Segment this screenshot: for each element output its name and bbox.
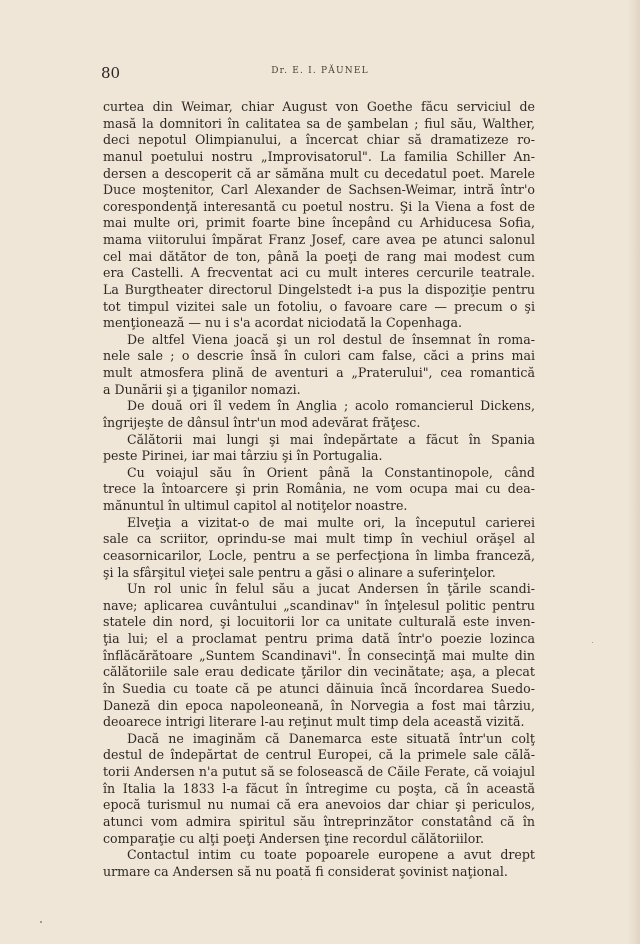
- text-line: Un rol unic în felul său a jucat Andersen în ţările scandi-: [127, 581, 535, 597]
- text-line: La Burgtheater directorul Dingelstedt i-a pus la dispoziţie pentru: [103, 281, 535, 297]
- text-line: curtea din Weimar, chiar August von Goethe făcu serviciul de: [103, 99, 535, 114]
- text-line: Elveţia a vizitat-o de mai multe ori, la începutul carierei: [127, 514, 535, 530]
- text-line: Dacă ne imaginăm că Danemarca este situată într'un colţ: [127, 730, 535, 746]
- text-line: Cu voiajul său în Orient până la Constantinopole, când: [127, 464, 535, 480]
- text-line: urmare ca Andersen să nu poată fi considerat şovinist naţional.: [103, 863, 508, 879]
- text-line: a Dunării şi a ţiganilor nomazi.: [103, 381, 301, 397]
- text-line: mănuntul în ultimul capitol al notiţelor noastre.: [103, 498, 408, 513]
- text-line: De altfel Viena joacă şi un rol destul de însemnat în roma-: [127, 331, 535, 347]
- text-line: călătoriile sale erau dedicate ţărilor din vecinătate; aşa, a plecat: [103, 664, 535, 680]
- paper-speck: [40, 921, 42, 923]
- text-line: nele sale ; o descrie însă în culori cam false, căci a prins mai: [103, 348, 535, 364]
- text-line: dersen a descoperit că ar sămăna mult cu decedatul poet. Marele: [103, 165, 535, 181]
- text-line: şi la sfârşitul vieţei sale pentru a găsi o alinare a suferinţelor.: [103, 564, 496, 580]
- text-line: peste Pirinei, iar mai târziu şi în Portugalia.: [103, 448, 383, 464]
- text-line: manul poetului nostru „Improvisatorul". La familia Schiller An-: [103, 148, 535, 164]
- text-line: era Castelli. A frecventat aci cu mult interes cercurile teatrale.: [103, 265, 535, 281]
- text-line: cel mai dătător de ton, până la poeţi de rang mai modest cum: [103, 248, 535, 264]
- running-head: Dr. E. I. PĂUNEL: [271, 66, 369, 76]
- text-line: statele din nord, şi locuitorii lor ca unitate culturală este inven-: [103, 614, 535, 630]
- body-text: [103, 99, 535, 880]
- text-line: epocă turismul nu numai că era anevoios dar chiar şi periculos,: [103, 797, 535, 813]
- text-line: trece la întoarcere şi prin România, ne vom ocupa mai cu dea-: [103, 481, 535, 497]
- paper-speck: [301, 879, 302, 880]
- text-line: ţia lui; el a proclamat pentru prima dată într'o poezie lozinca: [103, 631, 535, 646]
- text-line: nave; aplicarea cuvântului „scandinav" în înţelesul politic pentru: [103, 597, 535, 613]
- text-line: Duce moştenitor, Carl Alexander de Sachsen-Weimar, intră într'o: [103, 182, 535, 198]
- text-line: De două ori îl vedem în Anglia ; acolo romancierul Dickens,: [127, 398, 535, 414]
- text-line: Daneză din epoca napoleoneană, în Norvegia a fost mai târziu,: [103, 697, 535, 713]
- text-line: Contactul intim cu toate popoarele europene a avut drept: [127, 847, 535, 863]
- text-line: menţionează — nu i s'a acordat niciodată la Copenhaga.: [103, 315, 463, 331]
- text-line: mama viitorului împărat Franz Josef, care avea pe atunci salonul: [103, 232, 535, 247]
- text-line: masă la domnitori în calitatea sa de şambelan ; fiul său, Walther,: [103, 115, 535, 131]
- text-line: în Suedia cu toate că pe atunci dăinuia încă încordarea Suedo-: [103, 680, 535, 696]
- text-line: mult atmosfera plină de aventuri a „Praterului", cea romantică: [103, 365, 535, 380]
- text-line: torii Andersen n'a putut să se folosească de Căile Ferate, că voiajul: [103, 764, 535, 779]
- text-line: Călătorii mai lungi şi mai îndepărtate a făcut în Spania: [127, 431, 535, 447]
- text-line: mai multe ori, primit foarte bine începând cu Arhiducesa Sofia,: [103, 215, 535, 231]
- page-number: 80: [101, 64, 121, 82]
- text-line: în Italia la 1833 l-a făcut în întregime cu poşta, că în această: [103, 780, 535, 796]
- text-line: atunci vom admira spiritul său întreprinzător constatând că în: [103, 813, 535, 829]
- text-line: destul de îndepărtat de centrul Europei, că la primele sale călă-: [103, 747, 535, 763]
- text-line: îngrijeşte de dânsul într'un mod adevărat frăţesc.: [103, 414, 421, 430]
- text-line: sale ca scriitor, oprindu-se mai mult timp în vechiul orăşel al: [103, 531, 535, 547]
- text-line: deci nepotul Olimpianului, a încercat chiar să dramatizeze ro-: [103, 132, 535, 148]
- text-line: înflăcărătoare „Suntem Scandinavi". În consecinţă mai multe din: [103, 647, 535, 663]
- text-line: ceasornicarilor, Locle, pentru a se perfecţiona în limba franceză,: [103, 547, 535, 563]
- text-line: corespondenţă interesantă cu poetul nostru. Şi la Viena a fost de: [103, 198, 535, 214]
- text-line: comparaţie cu alţi poeţi Andersen ţine recordul călătoriilor.: [103, 830, 485, 846]
- text-line: tot timpul vizitei sale un fotoliu, o favoare care — precum o şi: [103, 298, 535, 314]
- page-edge-shadow: [628, 0, 640, 944]
- paper-speck: [592, 642, 593, 643]
- text-line: deoarece intrigi literare l-au reţinut mult timp dela această vizită.: [103, 714, 525, 730]
